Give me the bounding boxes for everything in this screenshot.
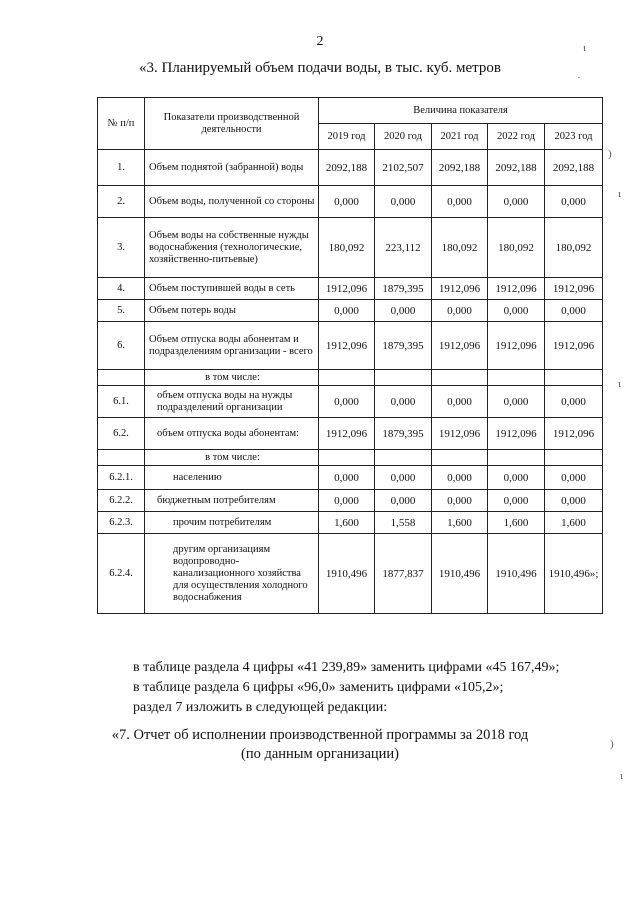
row-indicator: Объем поступившей воды в сеть xyxy=(145,278,319,300)
value-cell xyxy=(488,450,545,466)
value-cell: 0,000 xyxy=(375,386,432,418)
value-cell: 1877,837 xyxy=(375,534,432,614)
value-cell: 1,600 xyxy=(432,512,488,534)
table-row xyxy=(98,186,603,218)
row-indicator: в том числе: xyxy=(145,370,319,386)
amendment-paragraph: в таблице раздела 6 цифры «96,0» заменить цифрами «105,2»; xyxy=(133,680,504,695)
table-row xyxy=(98,450,603,466)
value-cell: 0,000 xyxy=(432,386,488,418)
table-row xyxy=(98,322,603,370)
value-cell xyxy=(432,370,488,386)
row-number: 4. xyxy=(98,278,145,300)
row-indicator: объем отпуска воды на нужды подразделений организации xyxy=(145,386,319,418)
value-cell: 0,000 xyxy=(545,386,603,418)
value-cell: 0,000 xyxy=(432,186,488,218)
value-cell xyxy=(375,370,432,386)
header-year: 2020 год xyxy=(375,124,432,150)
row-number: 6.1. xyxy=(98,386,145,418)
header-year: 2019 год xyxy=(319,124,375,150)
value-cell: 0,000 xyxy=(375,466,432,490)
value-cell: 0,000 xyxy=(488,386,545,418)
value-cell xyxy=(375,450,432,466)
row-indicator: Объем воды на собственные нужды водоснабжения (технологические, хозяйственно-питьевые) xyxy=(145,218,319,278)
value-cell xyxy=(545,370,603,386)
row-indicator: Объем отпуска воды абонентам и подразделениям организации - всего xyxy=(145,322,319,370)
value-cell: 0,000 xyxy=(375,186,432,218)
value-cell: 1879,395 xyxy=(375,418,432,450)
value-cell: 0,000 xyxy=(545,466,603,490)
report-heading: «7. Отчет об исполнении производственной программы за 2018 год xyxy=(111,727,529,743)
value-cell xyxy=(432,450,488,466)
amendment-paragraph: в таблице раздела 4 цифры «41 239,89» заменить цифрами «45 167,49»; xyxy=(133,660,560,675)
row-indicator: прочим потребителям xyxy=(145,512,319,534)
header-year: 2021 год xyxy=(432,124,488,150)
value-cell: 1912,096 xyxy=(432,278,488,300)
row-number: 6.2.2. xyxy=(98,490,145,512)
row-number: 6.2.3. xyxy=(98,512,145,534)
value-cell: 1879,395 xyxy=(375,322,432,370)
water-supply-table xyxy=(97,97,603,614)
value-cell: 0,000 xyxy=(488,300,545,322)
scan-mark: ) xyxy=(608,148,612,160)
scan-mark: ι xyxy=(618,188,621,200)
row-number: 1. xyxy=(98,150,145,186)
value-cell: 0,000 xyxy=(545,186,603,218)
value-cell: 0,000 xyxy=(545,300,603,322)
value-cell: 180,092 xyxy=(488,218,545,278)
value-cell: 0,000 xyxy=(488,186,545,218)
table-row xyxy=(98,386,603,418)
value-cell: 223,112 xyxy=(375,218,432,278)
value-cell: 1912,096 xyxy=(488,278,545,300)
value-cell: 180,092 xyxy=(319,218,375,278)
value-cell xyxy=(319,450,375,466)
value-cell: 0,000 xyxy=(319,490,375,512)
scan-mark: ι xyxy=(583,42,586,54)
row-number: 6.2. xyxy=(98,418,145,450)
row-number xyxy=(98,450,145,466)
section-title: «3. Планируемый объем подачи воды, в тыс. куб. метров xyxy=(138,60,502,76)
scan-mark: ι xyxy=(620,770,623,782)
value-cell: 0,000 xyxy=(319,186,375,218)
value-cell: 2102,507 xyxy=(375,150,432,186)
value-cell: 1912,096 xyxy=(319,418,375,450)
value-cell: 0,000 xyxy=(375,300,432,322)
row-number: 6.2.4. xyxy=(98,534,145,614)
value-cell: 1912,096 xyxy=(545,278,603,300)
value-cell: 1912,096 xyxy=(488,322,545,370)
value-cell: 1,600 xyxy=(545,512,603,534)
header-year: 2022 год xyxy=(488,124,545,150)
value-cell: 1912,096 xyxy=(432,322,488,370)
value-cell xyxy=(319,370,375,386)
row-number: 5. xyxy=(98,300,145,322)
value-cell: 2092,188 xyxy=(545,150,603,186)
value-cell: 0,000 xyxy=(319,300,375,322)
row-indicator: Объем поднятой (забранной) воды xyxy=(145,150,319,186)
value-cell: 1910,496 xyxy=(432,534,488,614)
value-cell: 0,000 xyxy=(432,466,488,490)
value-cell: 0,000 xyxy=(488,490,545,512)
value-cell: 1912,096 xyxy=(319,278,375,300)
row-indicator: Объем потерь воды xyxy=(145,300,319,322)
value-cell: 1,558 xyxy=(375,512,432,534)
table-row xyxy=(98,534,603,614)
row-indicator: населению xyxy=(145,466,319,490)
page-number: 2 xyxy=(316,34,324,49)
table-row xyxy=(98,300,603,322)
header-year: 2023 год xyxy=(545,124,603,150)
value-cell: 2092,188 xyxy=(488,150,545,186)
value-cell xyxy=(488,370,545,386)
value-cell: 1912,096 xyxy=(545,322,603,370)
value-cell: 2092,188 xyxy=(432,150,488,186)
value-cell: 0,000 xyxy=(488,466,545,490)
value-cell: 1910,496 xyxy=(319,534,375,614)
value-cell xyxy=(545,450,603,466)
value-cell: 1,600 xyxy=(319,512,375,534)
row-indicator: другим организациям водопроводно-канализационного хозяйства для осуществления холодного водоснабжения xyxy=(145,534,319,614)
value-cell: 1879,395 xyxy=(375,278,432,300)
row-number: 6.2.1. xyxy=(98,466,145,490)
table-row xyxy=(98,278,603,300)
table-row xyxy=(98,512,603,534)
row-number: 3. xyxy=(98,218,145,278)
value-cell: 0,000 xyxy=(545,490,603,512)
table-row xyxy=(98,150,603,186)
value-cell: 180,092 xyxy=(432,218,488,278)
value-cell: 0,000 xyxy=(319,386,375,418)
row-number: 6. xyxy=(98,322,145,370)
header-value-group: Величина показателя xyxy=(319,98,603,124)
table-row xyxy=(98,218,603,278)
scan-mark: · xyxy=(577,72,581,84)
value-cell: 1912,096 xyxy=(432,418,488,450)
table-row xyxy=(98,466,603,490)
value-cell: 2092,188 xyxy=(319,150,375,186)
value-cell: 1910,496»; xyxy=(545,534,603,614)
value-cell: 1,600 xyxy=(488,512,545,534)
header-num: № п/п xyxy=(98,98,145,150)
scan-mark: ) xyxy=(610,738,614,750)
header-indicator: Показатели производственной деятельности xyxy=(145,98,319,150)
value-cell: 0,000 xyxy=(319,466,375,490)
row-number: 2. xyxy=(98,186,145,218)
amendment-paragraph: раздел 7 изложить в следующей редакции: xyxy=(133,700,388,715)
row-number xyxy=(98,370,145,386)
value-cell: 1912,096 xyxy=(545,418,603,450)
value-cell: 1912,096 xyxy=(488,418,545,450)
table-row xyxy=(98,490,603,512)
row-indicator: объем отпуска воды абонентам: xyxy=(145,418,319,450)
report-subheading: (по данным организации) xyxy=(240,746,399,762)
value-cell: 0,000 xyxy=(432,300,488,322)
value-cell: 0,000 xyxy=(432,490,488,512)
row-indicator: бюджетным потребителям xyxy=(145,490,319,512)
table-row xyxy=(98,418,603,450)
value-cell: 0,000 xyxy=(375,490,432,512)
value-cell: 1910,496 xyxy=(488,534,545,614)
row-indicator: Объем воды, полученной со стороны xyxy=(145,186,319,218)
value-cell: 1912,096 xyxy=(319,322,375,370)
table-row xyxy=(98,370,603,386)
row-indicator: в том числе: xyxy=(145,450,319,466)
scan-mark: ι xyxy=(618,378,621,390)
value-cell: 180,092 xyxy=(545,218,603,278)
